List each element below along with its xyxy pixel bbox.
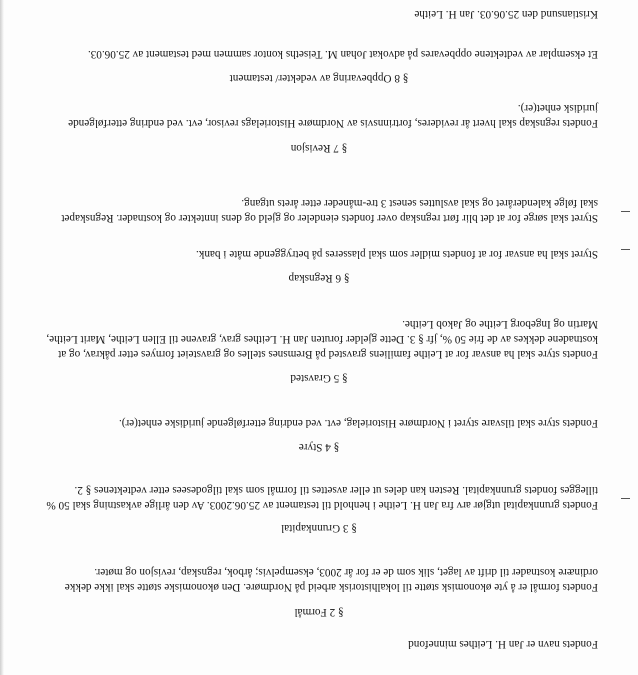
section-paragraph: Fondets regnskap skal hvert år revideres, fortrinnsvis av Nordmøre Historielags revisor, evt. ved endring etterfølgende juridisk enhet(er). (68, 102, 598, 129)
section-heading: § 5 Gravsted (290, 372, 348, 384)
section-paragraph: Fondets formål er å yte økonomisk støtte til lokalhistorisk arbeid på Nordmøre. Den økonomiske støtte skal ikke dekke ordinære kostnader til drift av laget, slik som de er for år 2003, eksempelvis; årbok, regnskap, revisjon og møter. (64, 566, 598, 593)
section-paragraph: Fondets grunnkapital utgjør arv fra Jan H. Leithe i henhold til testament av 25.06.2003. Av den årlige avkastning skal 50 % tillegges fondets grunnkapital. Resten kan deles ut eller avsettes til formål som skal tilgodesees etter vedtektenes § 2. (46, 484, 598, 511)
section-heading: § 3 Grunnkapital (281, 522, 357, 534)
margin-mark (621, 249, 630, 250)
section-paragraph: Styret skal ha ansvar for at fondets midler som skal plasseres på betryggende måte i bank. (195, 248, 598, 260)
section-paragraph: Fondets styre skal ha ansvar for at Leithe familiens gravsted på Bremsnes stelles og gravsteiet fornyes etter påkrav, og at kostnadene dekkes av de frie 50 %, jfr § 3. Dette gjelder foruten Jan H. Leithes grav, gravene til Ellen Leithe, Marit Leithe, Martin og Ingeborg Leithe og Jakob Leithe. (46, 318, 598, 360)
section-heading: § 8 Oppbevaring av vedekter/ testament (229, 72, 409, 84)
scan-edge-shadow (0, 0, 4, 675)
margin-mark (621, 498, 630, 499)
fund-name-statement: Fondets navn er Jan H. Leithes minnefond (408, 638, 598, 650)
section-paragraph: Styret skal sørge for at det blir ført regnskap over fondets eiendeler og gjeld og dens inntekter og kostnader. Regnskapet skal følge kalenderåret og skal avsluttes senest 3 tre-måneder etter årets utgang. (61, 197, 598, 224)
section-paragraph: Fondets styre skal tilsvare styret i Nordmøre Historielag, evt. ved endring etterfølgende juridiske enhet(er). (118, 417, 598, 429)
section-heading: § 7 Revisjon (290, 142, 348, 154)
margin-mark (621, 211, 630, 212)
section-paragraph: Et eksemplar av vedtektene oppbevares på advokat Johan M. Teiseths kontor sammen med testament av 25.06.03. (87, 48, 598, 60)
section-heading: § 6 Regnskap (288, 272, 350, 284)
section-heading: § 2 Formål (294, 606, 344, 618)
section-heading: § 4 Styre (298, 441, 340, 453)
signature-line: Kristiansund den 25.06.03. Jan H. Leithe (414, 8, 598, 20)
